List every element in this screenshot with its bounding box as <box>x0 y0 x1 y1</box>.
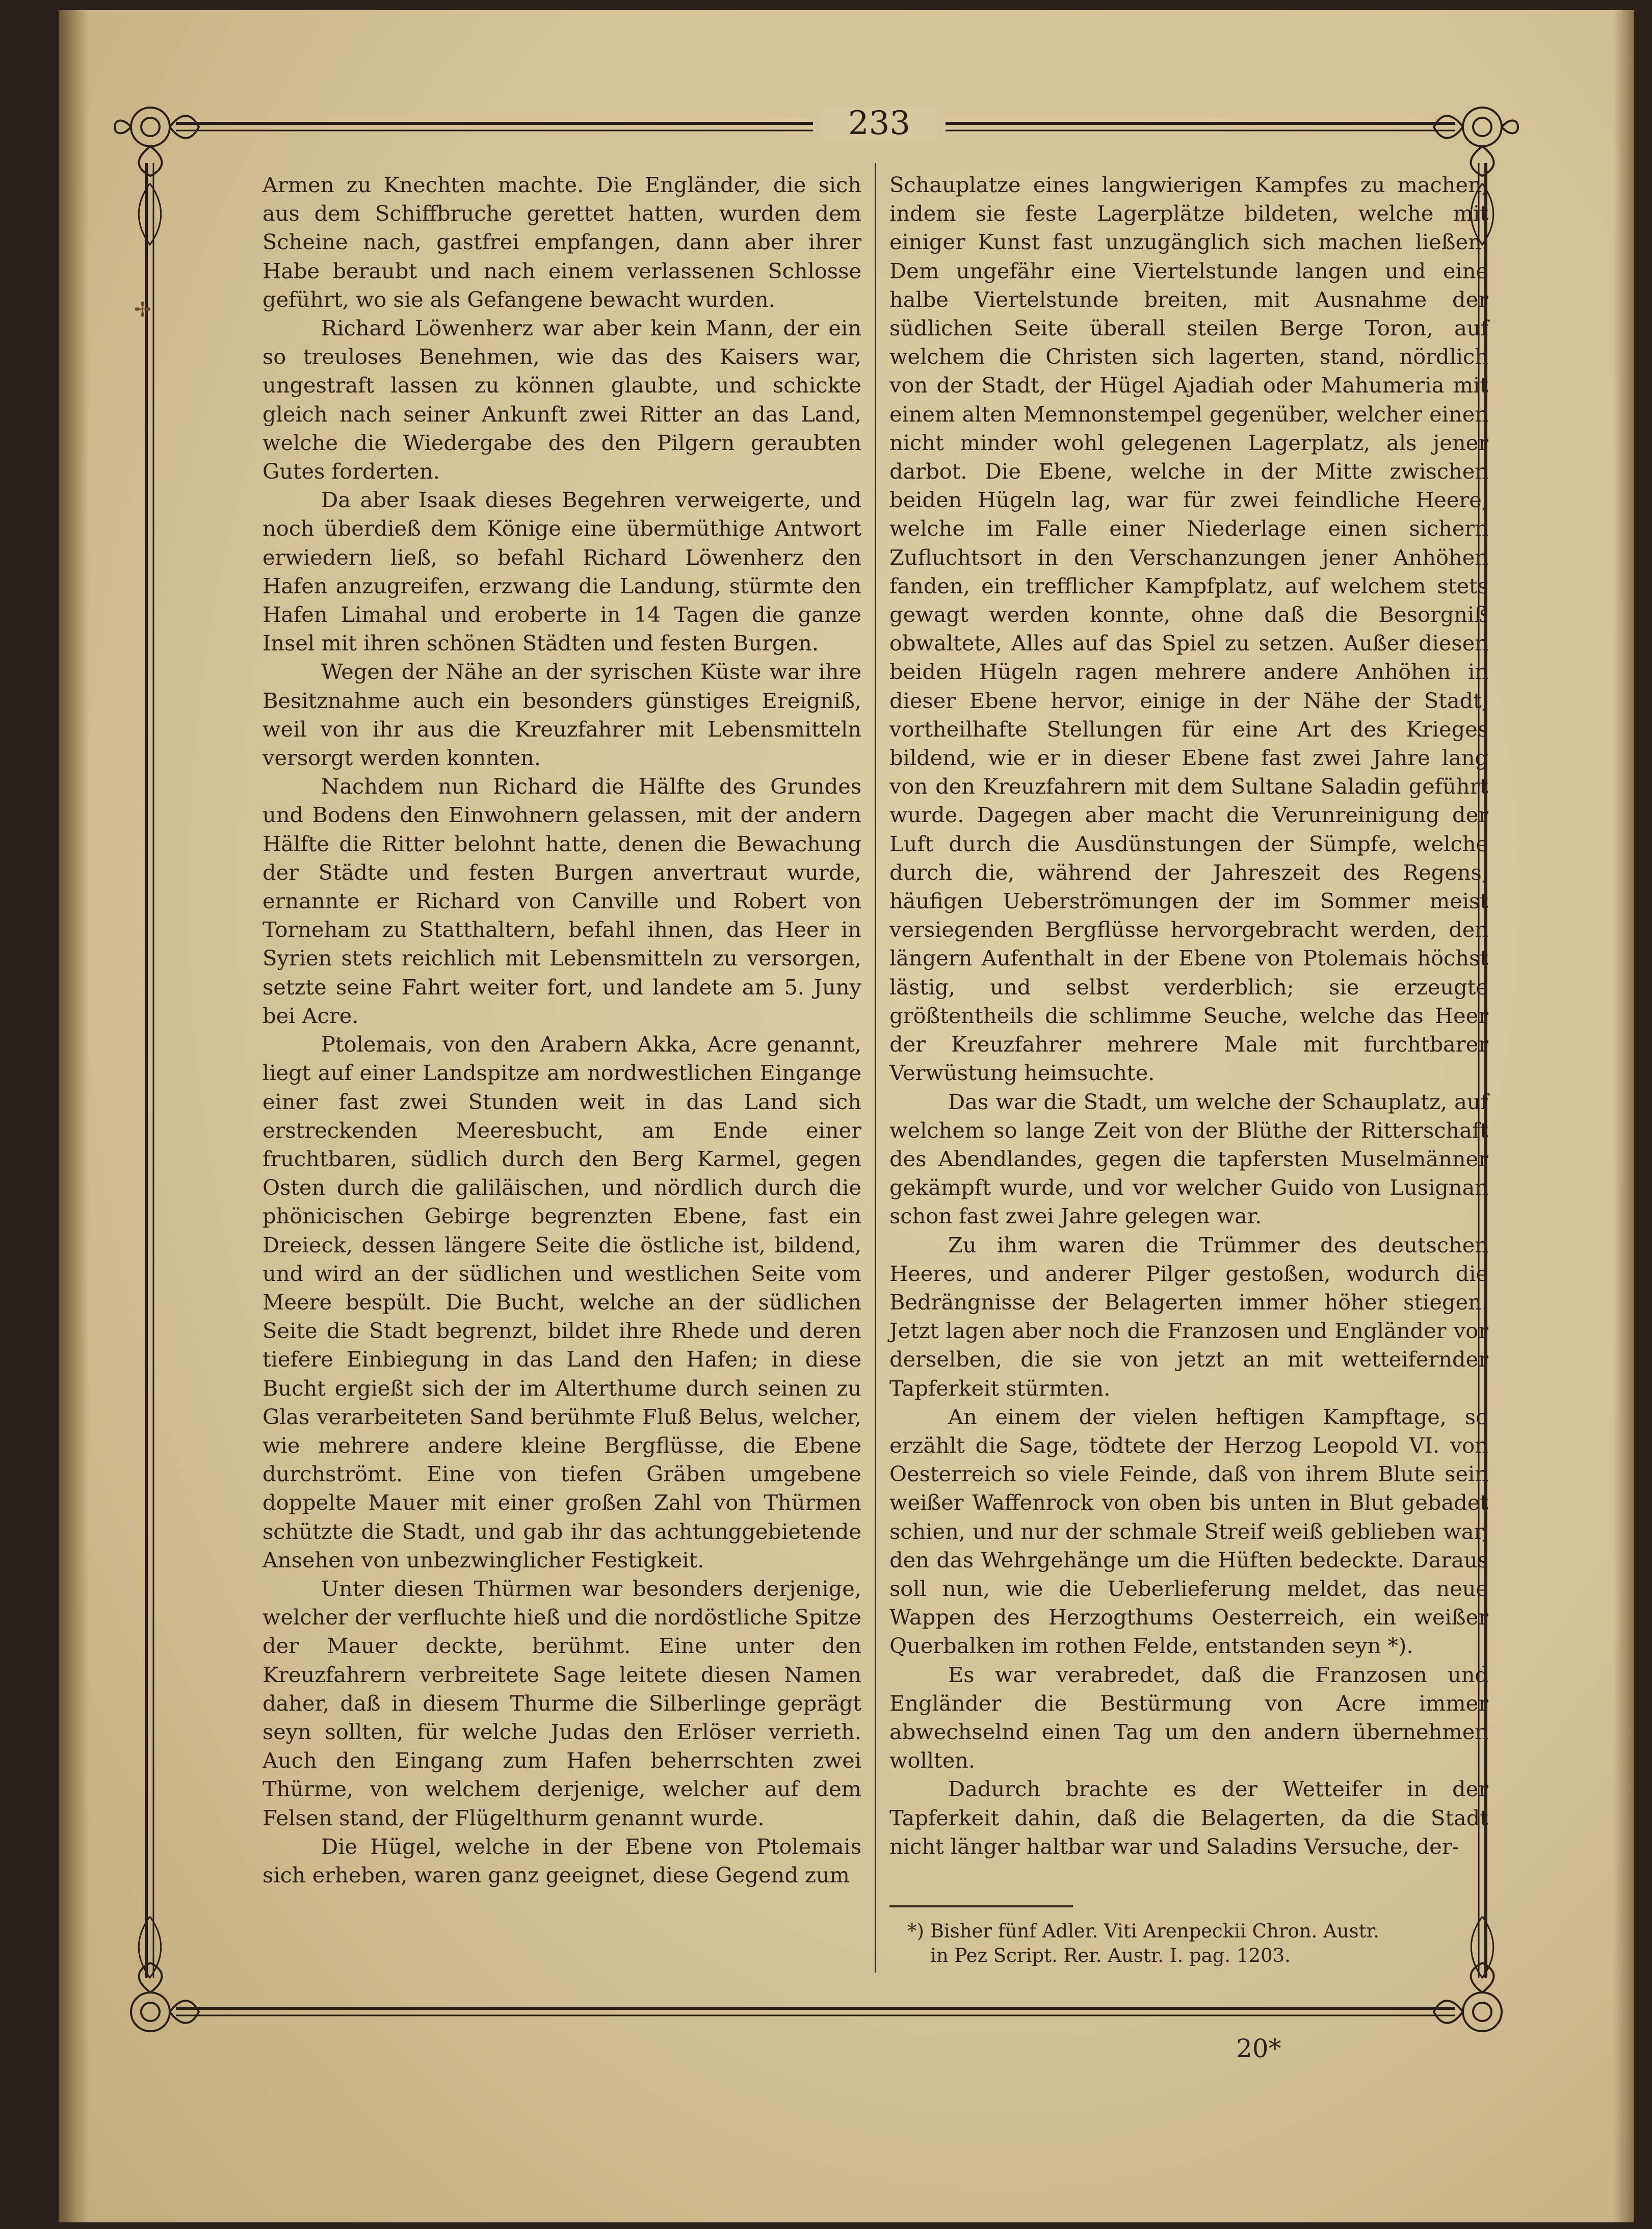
footnote <box>907 1919 1488 1968</box>
paragraph: Da aber Isaak dieses Begehren verweigerte, und noch überdieß dem Könige eine übermüthige Antwort erwiedern ließ, so befahl Richard Löwenherz den Hafen anzugreifen, erzwang die Landung, stürmte den Hafen Limahal und eroberte in 14 Tagen die ganze Insel mit ihren schönen Städten und festen Burgen. <box>263 487 861 656</box>
paragraph: Wegen der Nähe an der syrischen Küste war ihre Besitznahme auch ein besonders günstiges Ereigniß, weil von ihr aus die Kreuzfahrer mit Lebensmitteln versorgt werden konnten. <box>263 659 861 771</box>
paragraph: Dadurch brachte es der Wetteifer in der Tapferkeit dahin, daß die Belagerten, da die Stadt nicht länger haltbar war und Saladins Versuche, der- <box>889 1776 1488 1859</box>
footnote-rule <box>889 1905 1073 1907</box>
paragraph: Die Hügel, welche in der Ebene von Ptolemais sich erheben, waren ganz geeignet, diese Gegend zum <box>263 1833 861 1887</box>
paragraph: Unter diesen Thürmen war besonders derjenige, welcher der verfluchte hieß und die nordöstliche Spitze der Mauer deckte, berühmt. Eine unter den Kreuzfahrern verbreitete Sage leitete diesen Namen daher, daß in diesem Thurme die Silberlinge geprägt seyn sollten, für welche Judas den Erlöser verrieth. Auch den Eingang zum Hafen beherrschten zwei Thürme, von welchem derjenige, welcher auf dem Felsen stand, der Flügelthurm genannt wurde. <box>263 1576 861 1830</box>
footnote-line: in Pez Script. Rer. Austr. I. pag. 1203. <box>930 1945 1291 1966</box>
right-column <box>889 171 1488 1861</box>
left-column <box>263 171 861 1890</box>
paragraph: Nachdem nun Richard die Hälfte des Grundes und Bodens den Einwohnern gelassen, mit der andern Hälfte die Ritter belohnt hatte, denen die Bewachung der Städte und festen Burgen anvertraut wurde, ernannte er Richard von Canville und Robert von Torneham zu Statthaltern, befahl ihnen, das Heer in Syrien stets reichlich mit Lebensmitteln zu versorgen, setzte seine Fahrt weiter fort, und landete am 5. Juny bei Acre. <box>263 774 861 1028</box>
footnote-line: *) Bisher fünf Adler. Viti Arenpeckii Chron. Austr. <box>907 1920 1379 1942</box>
paragraph: Schauplatze eines langwierigen Kampfes zu machen, indem sie feste Lagerplätze bildeten, welche mit einiger Kunst fast unzugänglich sich machen ließen. Dem ungefähr eine Viertelstunde langen und eine halbe Viertelstunde breiten, mit Ausnahme der südlichen Seite überall steilen Berge Toron, auf welchem die Christen sich lagerten, stand, nördlich von der Stadt, der Hügel Ajadiah oder Mahumeria mit einem alten Memnonstempel gegenüber, welcher einen nicht minder wohl gelegenen Lagerplatz, als jener darbot. Die Ebene, welche in der Mitte zwischen beiden Hügeln lag, war für zwei feindliche Heere, welche im Falle einer Niederlage einen sichern Zufluchtsort in den Verschanzungen jener Anhöhen fanden, ein trefflicher Kampfplatz, auf welchem stets gewagt werden konnte, ohne daß die Besorgniß obwaltete, Alles auf das Spiel zu setzen. Außer diesen beiden Hügeln ragen mehrere andere Anhöhen in dieser Ebene hervor, einige in der Nähe der Stadt, vortheilhafte Stellungen für eine Art des Krieges bildend, wie er in dieser Ebene fast zwei Jahre lang von den Kreuzfahrern mit dem Sultane Saladin geführt wurde. Dagegen aber macht die Verunreinigung der Luft durch die Ausdünstungen der Sümpfe, welche durch die, während der Jahreszeit des Regens, häufigen Ueberströmungen der im Sommer meist versiegenden Bergflüsse hervorgebracht werden, den längern Aufenthalt in der Ebene von Ptolemais höchst lästig, und selbst verderblich; sie erzeugte größtentheils die schlimme Seuche, welche das Heer der Kreuzfahrer mehrere Male mit furchtbarer Verwüstung heimsuchte. <box>889 172 1488 1086</box>
paragraph: Richard Löwenherz war aber kein Mann, der ein so treuloses Benehmen, wie das des Kaisers war, ungestraft lassen zu können glaubte, und schickte gleich nach seiner Ankunft zwei Ritter an das Land, welche die Wiedergabe des den Pilgern geraubten Gutes forderten. <box>263 316 861 484</box>
paragraph: Armen zu Knechten machte. Die Engländer, die sich aus dem Schiffbruche gerettet hatten, wurden dem Scheine nach, gastfrei empfangen, dann aber ihrer Habe beraubt und nach einem verlassenen Schlosse geführt, wo sie als Gefangene bewacht wurden. <box>263 172 861 312</box>
page-number: 233 <box>823 107 935 140</box>
signature-mark: 20* <box>1236 2034 1281 2063</box>
paragraph: Das war die Stadt, um welche der Schauplatz, auf welchem so lange Zeit von der Blüthe der Ritterschaft des Abendlandes, gegen die tapfersten Muselmänner gekämpft wurde, und vor welcher Guido von Lusignan schon fast zwei Jahre gelegen war. <box>889 1089 1488 1229</box>
paragraph: Zu ihm waren die Trümmer des deutschen Heeres, und anderer Pilger gestoßen, wodurch die Bedrängnisse der Belagerten immer höher stiegen. Jetzt lagen aber noch die Franzosen und Engländer vor derselben, die sie von jetzt an mit wetteifernder Tapferkeit stürmten. <box>889 1232 1488 1401</box>
paragraph: An einem der vielen heftigen Kampftage, so erzählt die Sage, tödtete der Herzog Leopold VI. von Oesterreich so viele Feinde, daß von ihrem Blute sein weißer Waffenrock von oben bis unten in Blut gebadet schien, und nur der schmale Streif weiß geblieben war, den das Wehrgehänge um die Hüften bedeckte. Daraus soll nun, wie die Ueberlieferung meldet, das neue Wappen des Herzogthums Oesterreich, ein weißer Querbalken im rothen Felde, entstanden seyn *). <box>889 1404 1488 1659</box>
book-page <box>59 10 1634 2222</box>
paragraph: Ptolemais, von den Arabern Akka, Acre genannt, liegt auf einer Landspitze am nordwestlichen Eingange einer fast zwei Stunden weit in das Land sich erstreckenden Meeresbucht, am Ende einer fruchtbaren, südlich durch den Berg Karmel, gegen Osten durch die galiläischen, und nördlich durch die phönicischen Gebirge begrenzten Ebene, fast ein Dreieck, dessen längere Seite die östliche ist, bildend, und wird an der südlichen und westlichen Seite vom Meere bespült. Die Bucht, welche an der südlichen Seite die Stadt begrenzt, bildet ihre Rhede und deren tiefere Einbiegung in das Land den Hafen; in diese Bucht ergießt sich der im Alterthume durch seinen zu Glas verarbeiteten Sand berühmte Fluß Belus, welcher, wie mehrere andere kleine Bergflüsse, die Ebene durchströmt. Eine von tiefen Gräben umgebene doppelte Mauer mit einer großen Zahl von Thürmen schützte die Stadt, und gab ihr das achtunggebietende Ansehen von unbezwinglicher Festigkeit. <box>263 1032 861 1572</box>
margin-mark: ✢ <box>134 298 151 322</box>
paragraph: Es war verabredet, daß die Franzosen und Engländer die Bestürmung von Acre immer abwechselnd einen Tag um den andern übernehmen wollten. <box>889 1662 1488 1773</box>
